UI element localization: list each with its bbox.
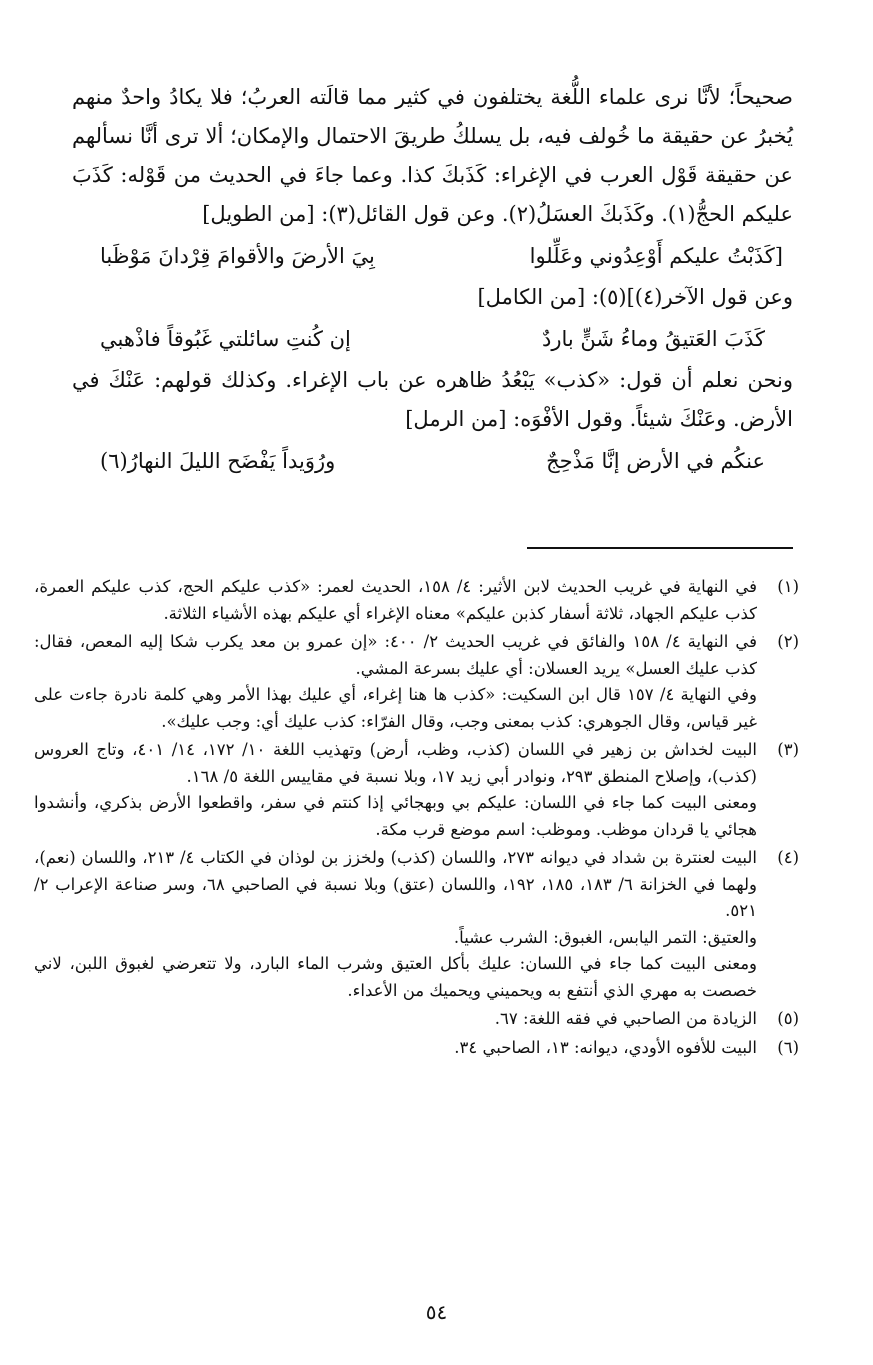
footnote-text: ومعنى البيت كما جاء في اللسان: عليك بأكل العتيق وشرب الماء البارد، ولا تتعرضي لغبوق اللبن، لاني خصصت به مهري الذي أنتفع به ويحميني ويحميك من الأعداء. — [34, 954, 757, 1000]
footnote-text: والعتيق: التمر اليابس، الغبوق: الشرب عشياً. — [453, 927, 757, 947]
verse-line-2 — [72, 317, 793, 361]
footnote-text: البيت للأفوه الأودي، ديوانه: ١٣، الصاحبي ٣٤. — [454, 1037, 757, 1057]
footnote-number: (٢) — [777, 632, 799, 651]
page-number: ٥٤ — [425, 1300, 448, 1324]
footnote-text: في النهاية ٤/ ١٥٨ والفائق في غريب الحديث ٢/ ٤٠٠: «إن عمرو بن معد يكرب شكا إليه المعص، فقال: كذب عليك العسل» يريد العسلان: أي عليك بسرعة المشي. — [34, 632, 757, 678]
footnote-3 — [34, 737, 799, 843]
footnote-text: ومعنى البيت كما جاء في اللسان: عليكم بي وبهجائي إذا كنتم في سفر، واقطعوا الأرض بذكري، وأنشدوا هجائي يا قردان موظب. وموظب: اسم موضع قرب مكة. — [34, 793, 757, 839]
verse-line-1 — [72, 234, 793, 278]
verse-3-second-hemistich: ورُوَيداً يَفْضَح الليلَ النهارُ(٦) — [100, 449, 336, 473]
footnotes — [34, 574, 799, 1063]
footnote-number: (٦) — [777, 1037, 799, 1057]
footnote-text: البيت لعنترة بن شداد في ديوانه ٢٧٣، واللسان (كذب) ولخزز بن لوذان في الكتاب ٤/ ٢١٣، واللسان (نعم)، ولهما في الخزانة ٦/ ١٨٣، ١٨٥، ١٩٢، واللسان (عتق) وبلا نسبة في الصاحبي ٦٨، وسر صناعة الإعراب ٢/ ٥٢١. — [34, 848, 758, 920]
footnote-6 — [34, 1035, 799, 1062]
footnote-5 — [34, 1006, 799, 1033]
footnote-text: الزيادة من الصاحبي في فقه اللغة: ٦٧. — [494, 1009, 757, 1028]
footnote-number: (٤) — [777, 848, 799, 867]
main-text — [72, 78, 793, 483]
verse-3-first-hemistich: عنكُم في الأرض إنَّا مَذْحِجٌ — [546, 449, 765, 473]
footnote-number: (٥) — [777, 1009, 799, 1028]
footnote-number: (١) — [777, 577, 799, 596]
verse-1-second-hemistich: بِيَ الأرضَ والأقوامَ قِرْدانَ مَوْظَبا — [100, 244, 375, 268]
footnote-text: البيت لخداش بن زهير في اللسان (كذب، وظب، أرض) وتهذيب اللغة ١٠/ ١٧٢، ١٤/ ٤٠١، وتاج العروس (كذب)، وإصلاح المنطق ٢٩٣، ونوادر أبي زيد ١٧، وبلا نسبة في مقاييس اللغة ٥/ ١٦٨. — [34, 740, 758, 786]
verse-2-first-hemistich: كَذَبَ العَتيقُ وماءُ شَنٍّ باردٌ — [541, 327, 765, 351]
verse-2-second-hemistich: إن كُنتِ سائلتي غَبُوقاً فاذْهبي — [100, 327, 351, 351]
verse-1-first-hemistich: [كَذَبْتُ عليكم أَوْعِدُوني وعَلِّلوا — [529, 244, 783, 268]
verse-line-3 — [72, 439, 793, 483]
paragraph-1: صحيحاً؛ لأنَّا نرى علماء اللُّغة يختلفون في كثير مما قالَته العربُ؛ فلا يكادُ واحدٌ منهم يُخبرُ عن حقيقة ما خُولف فيه، بل يسلكُ طريقَ الاحتمال والإمكان؛ ألا ترى أنَّا نسألهم عن حقيقة قَوْل العرب في الإغراء: كَذَبكَ كذا. وعما جاءَ في الحديث من قَوْله: كَذَبَ عليكم الحجُّ(١). وكَذَبكَ العسَلُ(٢). وعن قول القائل(٣): [من الطويل] — [72, 85, 793, 226]
footnote-text: وفي النهاية ٤/ ١٥٧ قال ابن السكيت: «كذب ها هنا إغراء، أي عليك بهذا الأمر وهي كلمة نادرة جاءت على غير قياس، وقال الجوهري: كذب بمعنى وجب، وقال الفرّاء: كذب عليك أي: وجب عليك». — [34, 685, 757, 731]
footnote-separator — [527, 547, 793, 549]
paragraph-2: وعن قول الآخر(٤)](٥): [من الكامل] — [477, 285, 793, 309]
paragraph-3: ونحن نعلم أن قول: «كذب» يَبْعُدُ ظاهره عن باب الإغراء. وكذلك قولهم: عَنْكَ في الأرض. وعَنْكَ شيئاً. وقول الأفْوَه: [من الرمل] — [72, 368, 793, 431]
footnote-number: (٣) — [777, 740, 799, 759]
footnote-4 — [34, 845, 799, 1004]
footnote-text: في النهاية في غريب الحديث لابن الأثير: ٤/ ١٥٨، الحديث لعمر: «كذب عليكم الحج، كذب عليكم العمرة، كذب عليكم الجهاد، ثلاثة أسفار كذبن عليكم» معناه الإغراء أي عليكم بهذه الأشياء الثلاثة. — [34, 577, 757, 623]
footnote-1 — [34, 574, 799, 627]
footnote-2 — [34, 629, 799, 735]
